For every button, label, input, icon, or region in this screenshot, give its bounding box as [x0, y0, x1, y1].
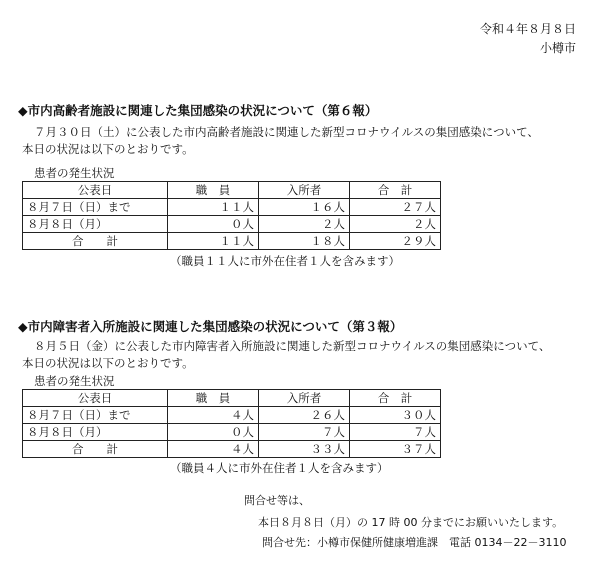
document-header: [480, 20, 576, 58]
cell-residents: １６人: [259, 199, 350, 216]
table-row: [23, 199, 441, 216]
table-row: [23, 424, 441, 441]
cell-staff: ４人: [168, 407, 259, 424]
table-row: [23, 407, 441, 424]
cell-staff: ０人: [168, 216, 259, 233]
section1-note: （職員１１人に市外在住者１人を含みます）: [170, 254, 400, 268]
cell-residents: ２６人: [259, 407, 350, 424]
table-row: [23, 216, 441, 233]
cell-date: ８月７日（日）まで: [23, 407, 168, 424]
section1-paragraph: [22, 124, 539, 158]
cell-total: ３７人: [350, 441, 441, 458]
cell-residents: ２人: [259, 216, 350, 233]
contact-info: 問合せ先：小樽市保健所健康増進課 電話 0134－22－3110: [262, 536, 567, 549]
contact-intro: 問合せ等は、: [244, 494, 310, 507]
section2-note: （職員４人に市外在住者１人を含みます）: [170, 461, 389, 475]
section1-table: [22, 181, 441, 250]
cell-date: ８月８日（月）: [23, 216, 168, 233]
cell-staff: ４人: [168, 441, 259, 458]
column-header-total: 合 計: [350, 390, 441, 407]
column-header-date: 公表日: [23, 390, 168, 407]
section2-paragraph-line1: ８月５日（金）に公表した市内障害者入所施設に関連した新型コロナウイルスの集団感染について、: [34, 339, 551, 353]
section1-paragraph-line1: ７月３０日（土）に公表した市内高齢者施設に関連した新型コロナウイルスの集団感染について、: [34, 125, 539, 139]
cell-date: ８月８日（月）: [23, 424, 168, 441]
cell-residents: １８人: [259, 233, 350, 250]
cell-residents: ３３人: [259, 441, 350, 458]
contact-deadline: 本日８月８日（月）の 17 時 00 分までにお願いいたします。: [258, 516, 564, 529]
issuer-name: 小樽市: [539, 41, 576, 55]
column-header-residents: 入所者: [259, 390, 350, 407]
table-total-row: [23, 233, 441, 250]
section1-table-label: 患者の発生状況: [34, 166, 115, 180]
column-header-total: 合 計: [350, 182, 441, 199]
section1-paragraph-line2: 本日の状況は以下のとおりです。: [22, 142, 194, 156]
cell-date: ８月７日（日）まで: [23, 199, 168, 216]
section2-paragraph-line2: 本日の状況は以下のとおりです。: [22, 356, 194, 370]
cell-total: ２７人: [350, 199, 441, 216]
table-header-row: [23, 390, 441, 407]
column-header-residents: 入所者: [259, 182, 350, 199]
cell-total: ３０人: [350, 407, 441, 424]
document-date: 令和４年８月８日: [479, 22, 576, 36]
cell-residents: ７人: [259, 424, 350, 441]
cell-total: ２人: [350, 216, 441, 233]
section2-title: ◆市内障害者入所施設に関連した集団感染の状況について（第３報）: [18, 319, 403, 334]
cell-total: ７人: [350, 424, 441, 441]
cell-total: ２９人: [350, 233, 441, 250]
table-total-row: [23, 441, 441, 458]
column-header-staff: 職 員: [168, 390, 259, 407]
section2-table-label: 患者の発生状況: [34, 374, 115, 388]
cell-staff: １１人: [168, 199, 259, 216]
cell-total-label: 合 計: [23, 441, 168, 458]
section2-paragraph: [22, 338, 550, 372]
cell-staff: ０人: [168, 424, 259, 441]
table-header-row: [23, 182, 441, 199]
column-header-staff: 職 員: [168, 182, 259, 199]
section1-title: ◆市内高齢者施設に関連した集団感染の状況について（第６報）: [18, 103, 378, 118]
cell-staff: １１人: [168, 233, 259, 250]
section2-table: [22, 389, 441, 458]
cell-total-label: 合 計: [23, 233, 168, 250]
column-header-date: 公表日: [23, 182, 168, 199]
